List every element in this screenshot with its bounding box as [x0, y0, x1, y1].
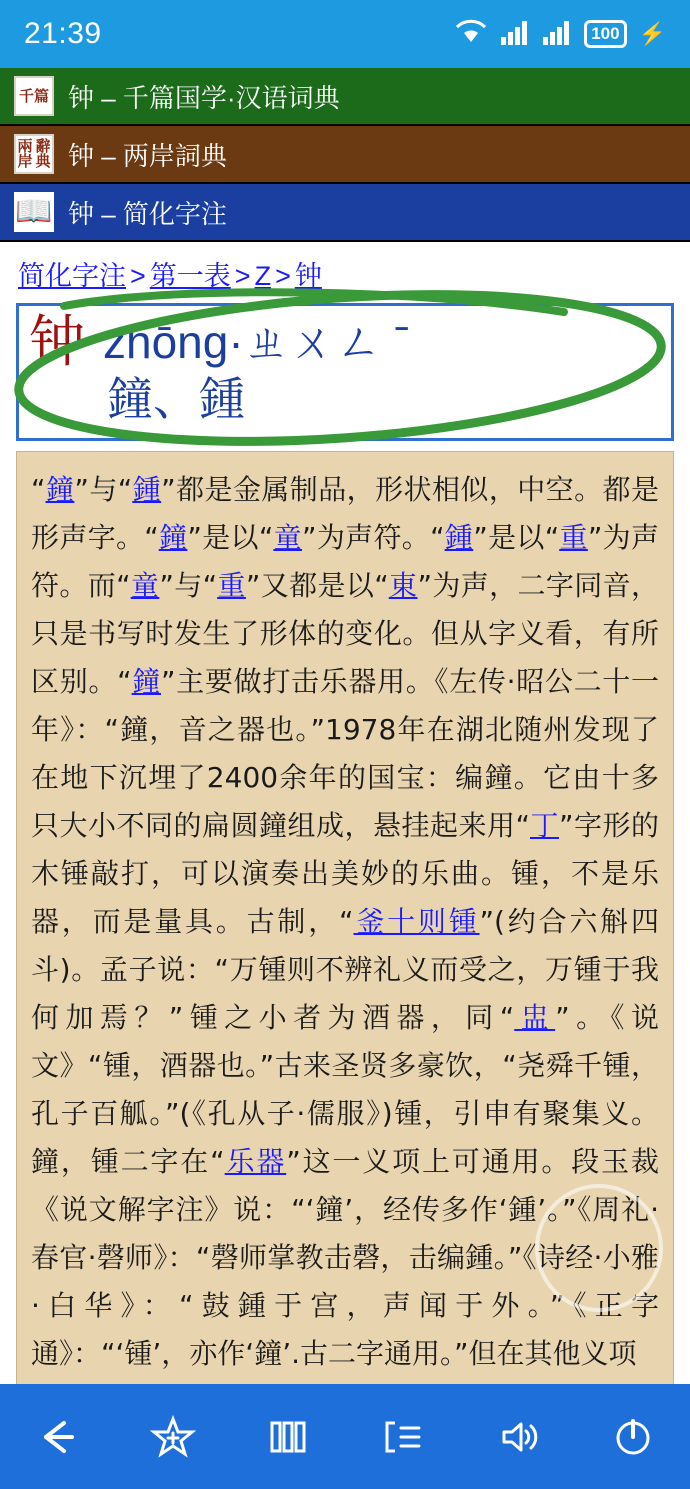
- breadcrumb: [0, 242, 690, 299]
- headword-pinyin: zhōng·ㄓㄨㄥ ˉ: [103, 316, 410, 368]
- liangan-logo-icon: 兩岸 辭典: [14, 134, 54, 174]
- battery-icon: 100: [584, 20, 626, 48]
- breadcrumb-item-3[interactable]: 钟: [294, 261, 322, 291]
- headword-box: [16, 303, 674, 441]
- wifi-icon: [454, 19, 488, 50]
- signal-icon: [500, 19, 530, 50]
- headword-character: 钟: [29, 310, 85, 375]
- breadcrumb-separator: >: [275, 261, 291, 291]
- breadcrumb-separator: >: [130, 261, 146, 291]
- dict-result-title: 钟 – 千篇国学·汉语词典: [68, 82, 340, 113]
- charging-bolt-icon: ⚡: [638, 21, 666, 46]
- breadcrumb-separator: >: [234, 261, 251, 291]
- dict-result-jianhuazizhu[interactable]: [0, 184, 690, 242]
- speaker-icon[interactable]: [478, 1397, 558, 1477]
- bookmark-add-icon[interactable]: [133, 1397, 213, 1477]
- breadcrumb-item-1[interactable]: 第一表: [149, 261, 231, 291]
- signal-icon: [542, 19, 572, 50]
- book-icon: 📖: [14, 192, 54, 232]
- qianpian-logo-icon: 千 篇: [14, 76, 54, 116]
- headword-row: [29, 312, 661, 374]
- bottom-nav-bar: [0, 1384, 690, 1489]
- dict-result-title: 钟 – 简化字注: [68, 198, 227, 229]
- status-time: 21:39: [24, 17, 102, 50]
- breadcrumb-item-2[interactable]: Z: [254, 261, 272, 291]
- headword-variants: 鐘、鍾: [107, 373, 245, 425]
- watermark-icon: [535, 1184, 663, 1312]
- dict-result-liangan[interactable]: [0, 126, 690, 184]
- power-icon[interactable]: [593, 1397, 673, 1477]
- library-icon[interactable]: [248, 1397, 328, 1477]
- status-icons: [454, 19, 666, 50]
- entry-content: [0, 242, 690, 1384]
- breadcrumb-item-0[interactable]: 简化字注: [18, 261, 126, 291]
- dict-result-qianpian[interactable]: [0, 68, 690, 126]
- dict-result-title: 钟 – 两岸詞典: [68, 140, 227, 171]
- contents-icon[interactable]: [363, 1397, 443, 1477]
- status-bar: [0, 0, 690, 68]
- back-icon[interactable]: [18, 1397, 98, 1477]
- entry-article-text: “鐘”与“鍾”都是金属制品，形状相似，中空。都是形声字。“鐘”是以“童”为声符。“鍾”是以“重”为声符。而“童”与“重”又都是以“東”为声，二字同音，只是书写时发生了形体的变化。但从字义看，有所区别。“鐘”主要做打击乐器用。《左传·昭公二十一年》：“鐘，音之器也。”1978年在湖北随州发现了在地下沉埋了2400余年的国宝：编鐘。它由十多只大小不同的扁圆鐘组成，悬挂起来用“丁”字形的木锤敲打，可以演奏出美妙的乐曲。锺，不是乐器，而是量具。古制，“釜十则锺”(约合六斛四斗)。孟子说：“万锺则不辨礼义而受之，万锺于我何加焉？”锺之小者为酒器，同“盅”。《说文》“锺，酒器也。”古来圣贤多豪饮，“尧舜千锺，孔子百觚。”(《孔从子·儒服》)锺，引申有聚集义。鐘，锺二字在“乐器”这一义项上可通用。段玉裁《说文解字注》说：“‘鐘’，经传多作‘鍾’。”《周礼·春官·磬师》：“磬师掌教击磬，击编鍾。”《诗经·小雅·白华》：“鼓鍾于宫，声闻于外。”《正字通》：“‘锺’，亦作‘鐘’.古二字通用。”但在其他义项: [16, 451, 674, 1384]
